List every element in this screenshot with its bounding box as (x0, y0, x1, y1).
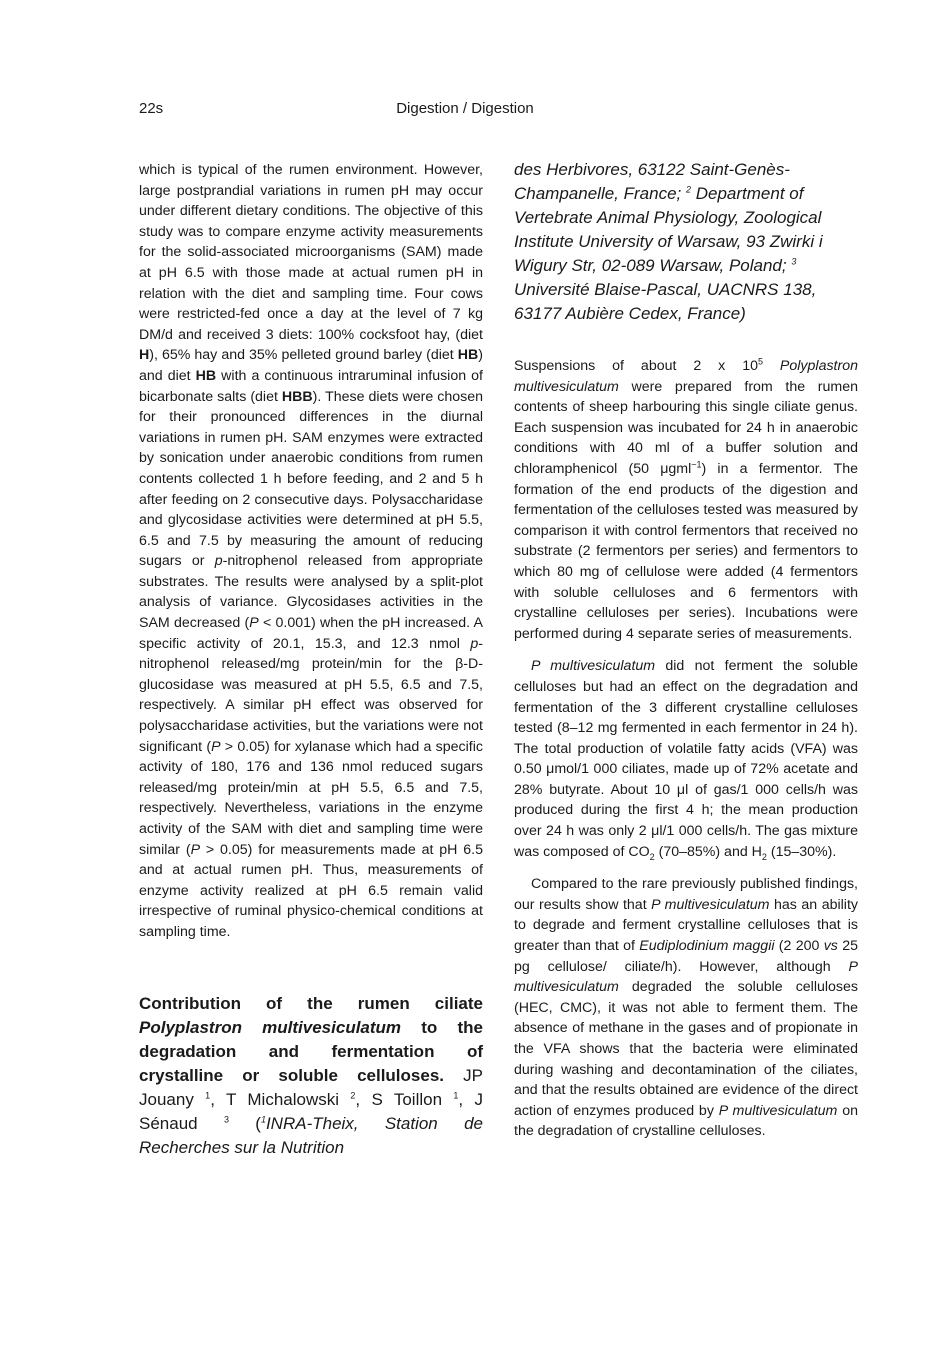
page-number: 22s (139, 100, 164, 117)
affiliations: des Herbivores, 63122 Saint-Genès-Champanelle, France; $^2$ Department of Vertebrate Animal Physiology, Zoological Institute University of Warsaw, 93 Zwirki i Wigury Str, 02-089 Warsaw, Poland; $^3$ Université Blaise-Pascal, UACNRS 138, 63177 Aubière Cedex, France) (514, 160, 823, 323)
right-column (514, 158, 858, 1142)
abstract-paragraph-3: Compared to the rare previously published findings, our results show that P multivesiculatum has an ability to degrade and ferment crystalline celluloses that is greater than that of Eudiplodinium maggii (2 200 vs 25 pg cellulose/ ciliate/h). However, although P multivesiculatum degraded the soluble celluloses (HEC, CMC), it was not able to ferment them. The absence of methane in the gases and of propionate in the VFA shows that the bacteria were eliminated during washing and decontamination of the ciliates, and that the results obtained are evidence of the direct action of enzymes produced by P multivesiculatum on the degradation of crystalline celluloses. (514, 876, 858, 1140)
abstract-paragraph-1: Suspensions of about 2 x $10^5$ Polyplastron multivesiculatum were prepared from the rumen contents of sheep harbouring this single ciliate genus. Each suspension was incubated for 24 h in anaerobic conditions with 40 ml of a buffer solution and chloramphenicol (50 μgml$^{-1}$) in a fermentor. The formation of the end products of the digestion and fermentation of the celluloses tested was measured by comparison it with control fermentors that received no substrate (2 fermentors per series) and fermentors to which 80 mg of cellulose were added (4 fermentors with soluble celluloses and 6 fermentors with crystalline celluloses per series). Incubations were performed during 4 separate series of measurements. (514, 356, 858, 642)
abstract-heading: Contribution of the rumen ciliate Polyplastron multivesiculatum to the degradation and fermentation of crystalline or soluble celluloses. JP Jouany $^1$, T Michalowski $^2$, S Toillon $^1$, J Sénaud $^3$ ($^1$INRA-Theix, Station de Recherches sur la Nutrition (139, 993, 484, 1157)
abstract-paragraph-2: P multivesiculatum did not ferment the soluble celluloses but had an effect on the degradation and fermentation of the 3 different crystalline celluloses tested (8–12 mg fermented in each fermentor in 24 h). The total production of volatile fatty acids (VFA) was 0.50 μmol/1 000 ciliates, made up of 72% acetate and 28% butyrate. About 10 μl of gas/1 000 cells/h was produced during the first 4 h; the mean production over 24 h was only 2 μl/1 000 cells/h. The gas mixture was composed of $CO_2$ (70–85%) and $H_2$ (15–30%). (514, 658, 858, 862)
left-column (139, 160, 483, 1160)
running-title: Digestion / Digestion (396, 100, 534, 117)
abstract-continuation: which is typical of the rumen environment. However, large postprandial variations in rumen pH may occur under different dietary conditions. The objective of this study was to compare enzyme activity measurements for the solid-associated microorganisms (SAM) made at pH 6.5 with those made at actual rumen pH in relation with the diet and sampling time. Four cows were restricted-fed once a day at the level of 7 kg DM/d and received 3 diets: 100% cocksfoot hay, (diet H), 65% hay and 35% pelleted ground barley (diet HB) and diet HB with a continuous intraruminal infusion of bicarbonate salts (diet HBB). These diets were chosen for their pronounced differences in the diurnal variations in rumen pH. SAM enzymes were extracted by sonication under anaerobic conditions from rumen contents collected 1 h before feeding, and 2 and 5 h after feeding on 2 consecutive days. Polysaccharidase and glycosidase activities were determined at pH 5.5, 6.5 and 7.5 by measuring the amount of reducing sugars or p-nitrophenol released from appropriate substrates. The results were analysed by a split-plot analysis of variance. Glycosidases activities in the SAM decreased (P < 0.001) when the pH increased. A specific activity of 20.1, 15.3, and 12.3 nmol p-nitrophenol released/mg protein/min for the β-D-glucosidase was measured at pH 5.5, 6.5 and 7.5, respectively. A similar pH effect was observed for polysaccharidase activities, but the variations were not significant (P > 0.05) for xylanase which had a specific activity of 180, 176 and 136 nmol reduced sugars released/mg protein/min at pH 5.5, 6.5 and 7.5, respectively. Nevertheless, variations in the enzyme activity of the SAM with diet and sampling time were similar (P > 0.05) for measurements made at pH 6.5 and at actual rumen pH. Thus, measurements of enzyme activity realized at pH 6.5 remain valid irrespective of ruminal physico-chemical conditions at sampling time. (139, 162, 483, 940)
